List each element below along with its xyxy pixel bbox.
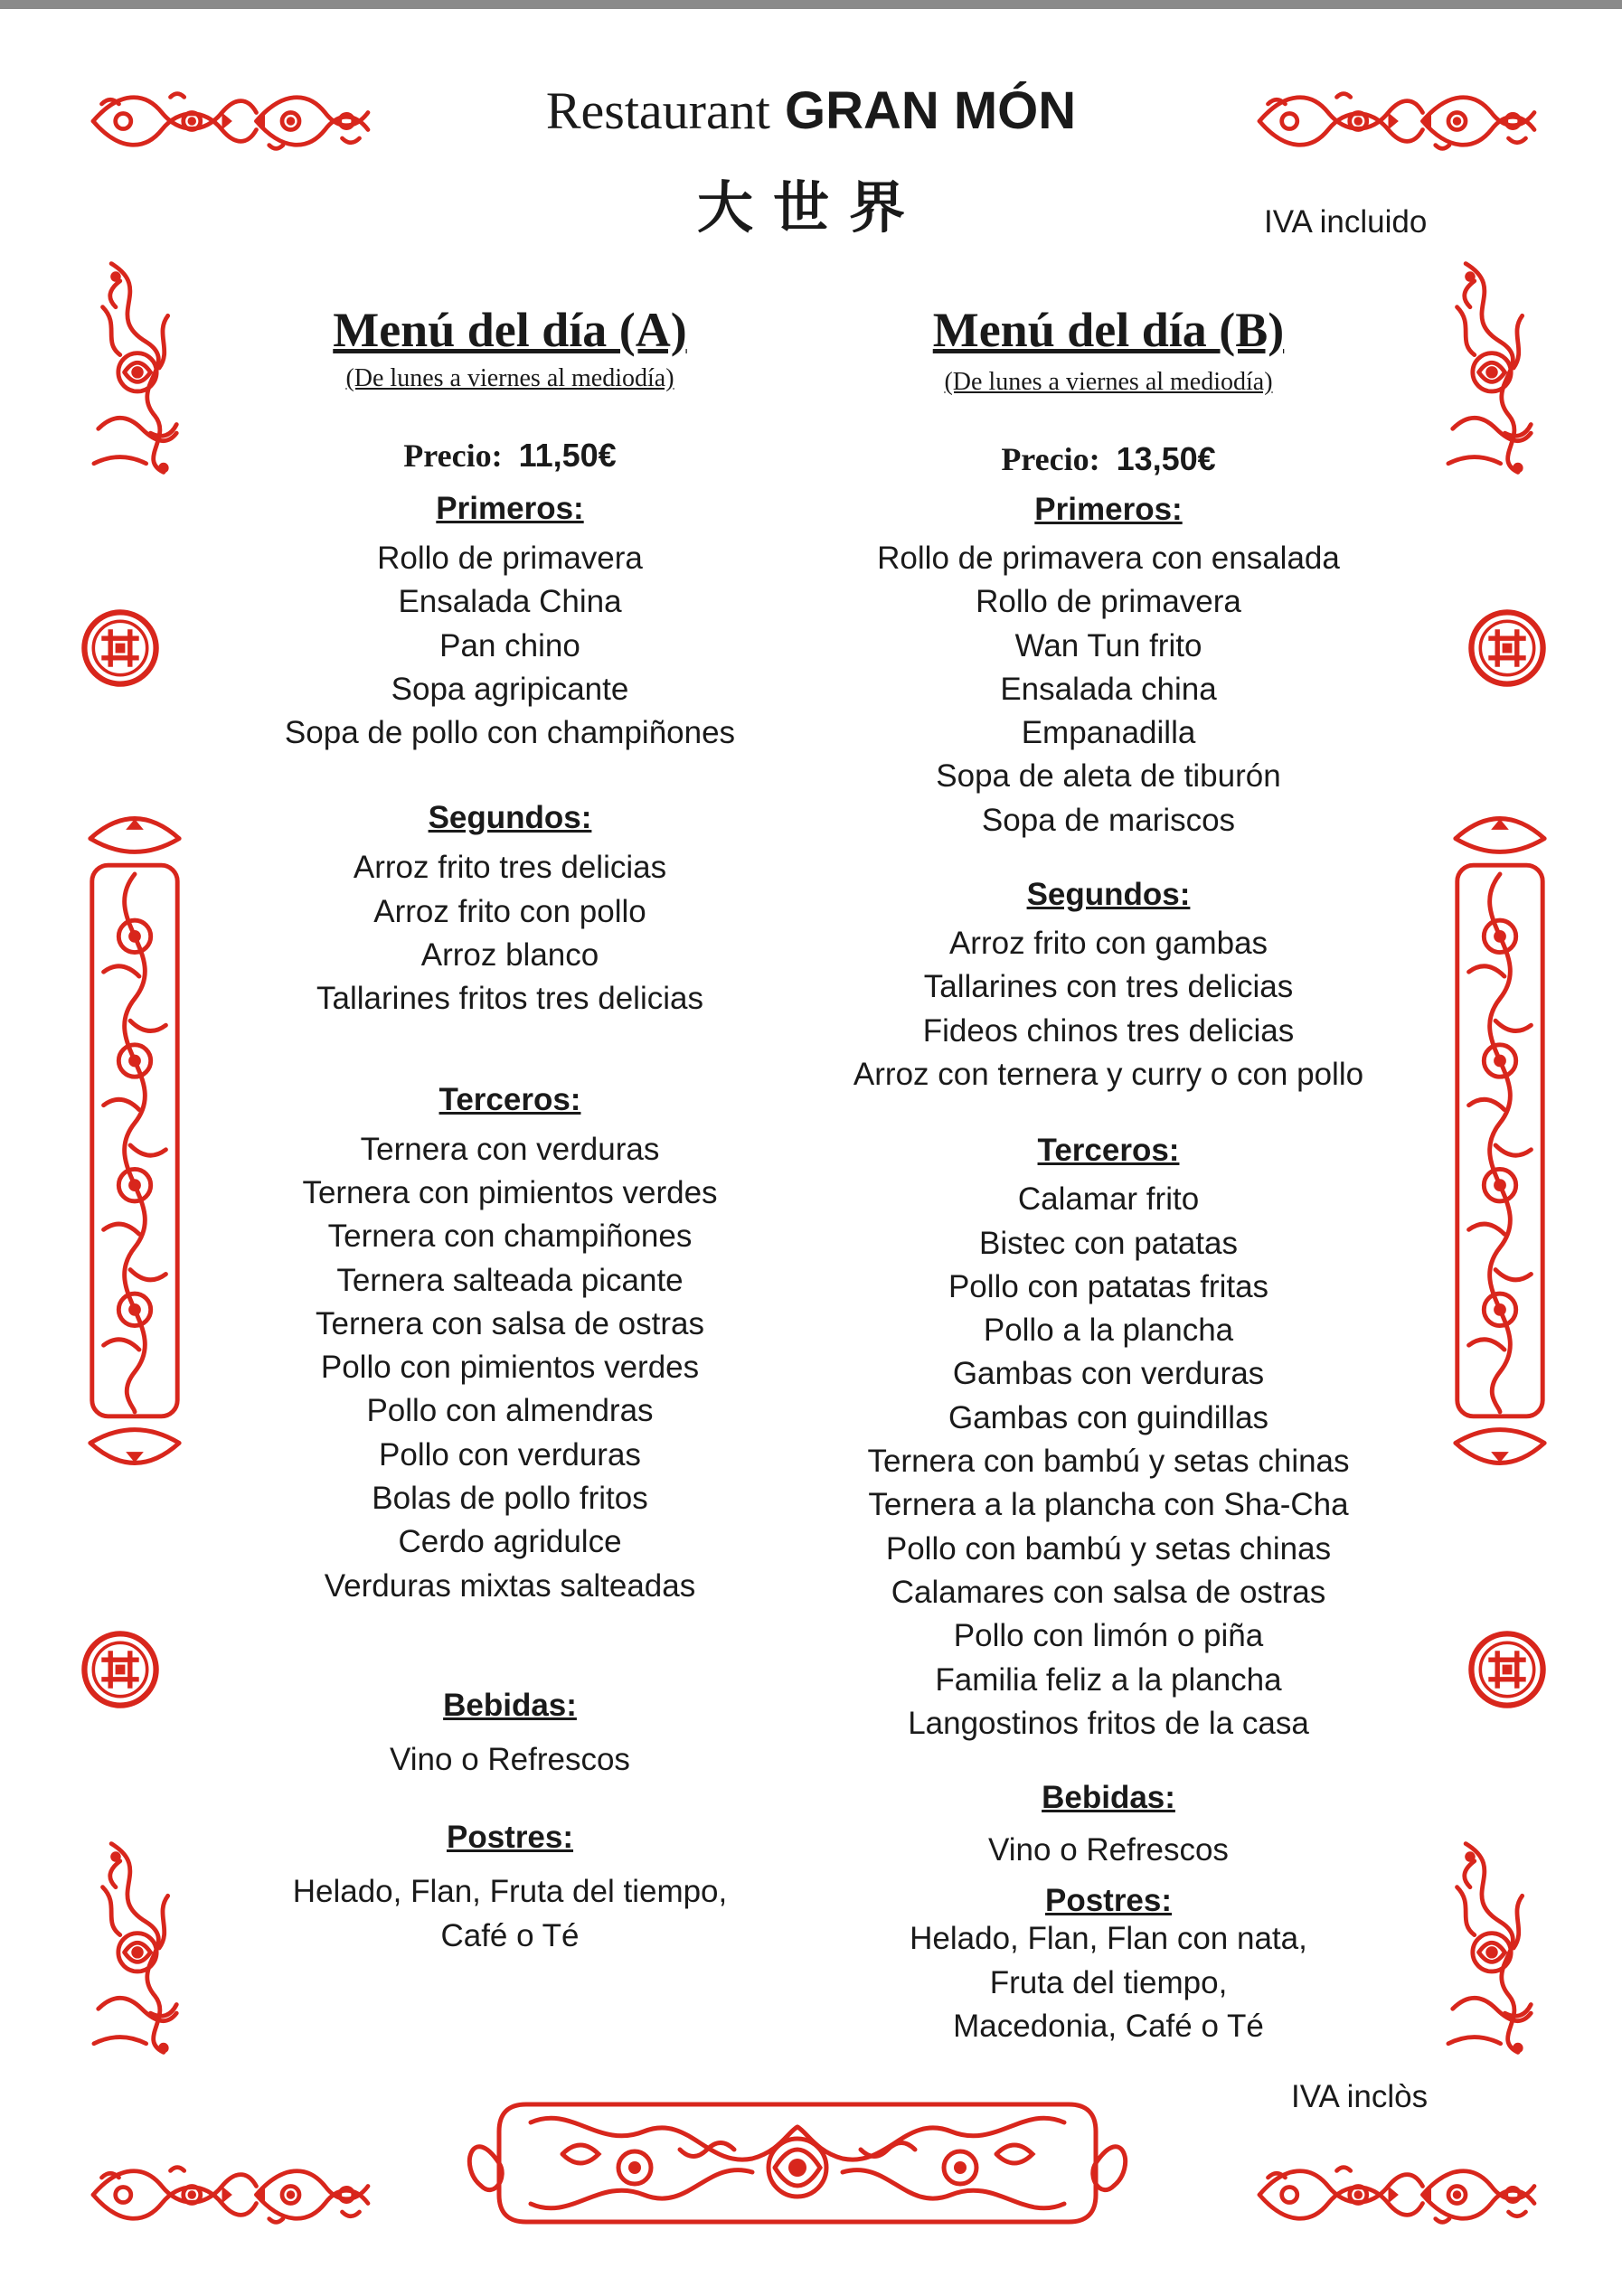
list-item: Vino o Refrescos (988, 1832, 1229, 1868)
list-item: Gambas con guindillas (948, 1399, 1269, 1435)
list-item: Langostinos fritos de la casa (908, 1705, 1309, 1741)
list-item: Pollo con limón o piña (953, 1618, 1264, 1654)
window-top-border (0, 0, 1622, 9)
list-item: Ternera salteada picante (336, 1262, 684, 1298)
menu-a-bebidas-list (184, 1738, 835, 1782)
menu-a-primeros-list (184, 537, 835, 755)
vat-included-note-catalan: IVA inclòs (1291, 2079, 1429, 2114)
scroll-ornament-right (1447, 806, 1553, 1475)
list-item: Bolas de pollo fritos (372, 1481, 648, 1517)
menu-a-subtitle: (De lunes a viernes al mediodía) (345, 364, 674, 392)
menu-a-price-line (184, 436, 835, 475)
floral-ornament-left-upper (83, 255, 192, 481)
list-item: Helado, Flan, Flan con nata, (910, 1921, 1307, 1957)
list-item: Ternera con champiñones (327, 1219, 693, 1255)
menu-b-price-value: 13,50€ (1116, 440, 1216, 477)
menu-a-postres-list (184, 1870, 835, 1958)
list-item: Arroz blanco (420, 937, 599, 974)
vat-included-note: IVA incluido (1264, 204, 1428, 240)
menu-b-bebidas-heading: Bebidas: (1042, 1780, 1175, 1816)
list-item: Cerdo agridulce (398, 1524, 622, 1560)
list-item: Tallarines fritos tres delicias (316, 981, 703, 1017)
menu-a-terceros-list (184, 1128, 835, 1608)
list-item: Sopa de mariscos (981, 802, 1236, 838)
list-item: Ternera con salsa de ostras (316, 1305, 704, 1341)
menu-a-segundos-heading: Segundos: (428, 800, 592, 836)
menu-a-postres-heading: Postres: (446, 1820, 574, 1856)
list-item: Arroz frito con gambas (948, 926, 1268, 962)
list-item: Rollo de primavera (976, 584, 1241, 620)
list-item: Rollo de primavera (377, 541, 643, 576)
list-item: Sopa de aleta de tiburón (936, 758, 1281, 795)
list-item: Ternera a la plancha con Sha-Cha (868, 1487, 1349, 1523)
list-item: Calamares con salsa de ostras (891, 1574, 1326, 1610)
menu-a-price-value: 11,50€ (518, 437, 617, 474)
list-item: Pollo con verduras (379, 1436, 641, 1473)
floral-ornament-left-lower (83, 1835, 192, 2061)
restaurant-title-prefix: Restaurant (545, 81, 770, 140)
list-item: Pollo con pimientos verdes (320, 1350, 700, 1386)
corner-ornament-bottom-right (1248, 2160, 1546, 2229)
list-item: Empanadilla (1021, 715, 1196, 751)
menu-b-primeros-list (783, 537, 1434, 842)
list-item: Rollo de primavera con ensalada (877, 541, 1340, 576)
list-item: Macedonia, Café o Té (953, 2009, 1264, 2045)
menu-b-title: Menú del día (B) (932, 303, 1285, 357)
list-item: Tallarines con tres delicias (923, 969, 1294, 1005)
list-item: Pan chino (439, 627, 580, 663)
floral-ornament-right-lower (1438, 1835, 1546, 2061)
list-item: Ternera con bambú y setas chinas (867, 1444, 1350, 1480)
menu-b-terceros-heading: Terceros: (1037, 1133, 1180, 1169)
menu-b-price-line (783, 439, 1434, 479)
list-item: Fruta del tiempo, (989, 1964, 1228, 2000)
list-item: Vino o Refrescos (390, 1741, 630, 1777)
list-item: Arroz con ternera y curry o con pollo (853, 1056, 1364, 1092)
menu-a-primeros-heading: Primeros: (436, 491, 584, 526)
menu-a-title: Menú del día (A) (333, 303, 687, 357)
list-item: Ternera con verduras (360, 1131, 660, 1167)
menu-b-segundos-heading: Segundos: (1026, 877, 1191, 913)
list-item: Pollo con patatas fritas (948, 1268, 1269, 1304)
list-item: Wan Tun frito (1014, 627, 1202, 663)
list-item: Arroz frito tres delicias (353, 850, 667, 886)
menu-a-bebidas-heading: Bebidas: (443, 1687, 577, 1723)
menu-a-column (184, 298, 835, 1958)
menu-a-segundos-list (184, 846, 835, 1021)
list-item: Verduras mixtas salteadas (324, 1567, 696, 1604)
list-item: Sopa de pollo con champiñones (284, 715, 736, 751)
list-item: Calamar frito (1017, 1181, 1200, 1218)
list-item: Familia feliz a la plancha (935, 1661, 1282, 1698)
list-item: Pollo con bambú y setas chinas (885, 1530, 1332, 1567)
menu-b-subtitle: (De lunes a viernes al mediodía) (944, 368, 1273, 396)
list-item: Bistec con patatas (979, 1225, 1238, 1261)
medallion-icon-right-upper (1466, 607, 1548, 689)
bottom-banner-ornament (463, 2086, 1132, 2240)
list-item: Sopa agripicante (391, 671, 629, 707)
list-item: Gambas con verduras (952, 1356, 1265, 1392)
menu-b-postres-heading: Postres: (1044, 1883, 1173, 1919)
medallion-icon-right-lower (1466, 1629, 1548, 1710)
floral-ornament-right-upper (1438, 255, 1546, 481)
menu-b-segundos-list (783, 922, 1434, 1096)
menu-a-terceros-heading: Terceros: (439, 1081, 581, 1117)
menu-a-price-label: Precio: (403, 438, 503, 474)
menu-b-terceros-list (783, 1178, 1434, 1746)
medallion-icon-left-upper (80, 607, 161, 689)
restaurant-title-name: GRAN MÓN (784, 81, 1077, 140)
menu-b-column (783, 298, 1434, 2048)
list-item: Ensalada china (1000, 671, 1217, 707)
restaurant-chinese-name: 大世界 (696, 174, 925, 240)
list-item: Pollo con almendras (366, 1393, 654, 1429)
list-item: Pollo a la plancha (983, 1313, 1234, 1349)
corner-ornament-bottom-left (81, 2160, 380, 2229)
menu-b-bebidas-list (783, 1829, 1434, 1872)
menu-b-postres-list (783, 1917, 1434, 2048)
list-item: Fideos chinos tres delicias (922, 1012, 1295, 1049)
list-item: Ternera con pimientos verdes (302, 1174, 718, 1210)
menu-b-price-label: Precio: (1001, 441, 1100, 477)
list-item: Ensalada China (398, 584, 622, 620)
restaurant-title (0, 80, 1622, 143)
list-item: Helado, Flan, Fruta del tiempo, (292, 1874, 728, 1910)
list-item: Arroz frito con pollo (373, 893, 646, 929)
list-item: Café o Té (440, 1917, 580, 1953)
scroll-ornament-left (81, 806, 188, 1475)
menu-b-primeros-heading: Primeros: (1034, 492, 1183, 527)
medallion-icon-left-lower (80, 1629, 161, 1710)
